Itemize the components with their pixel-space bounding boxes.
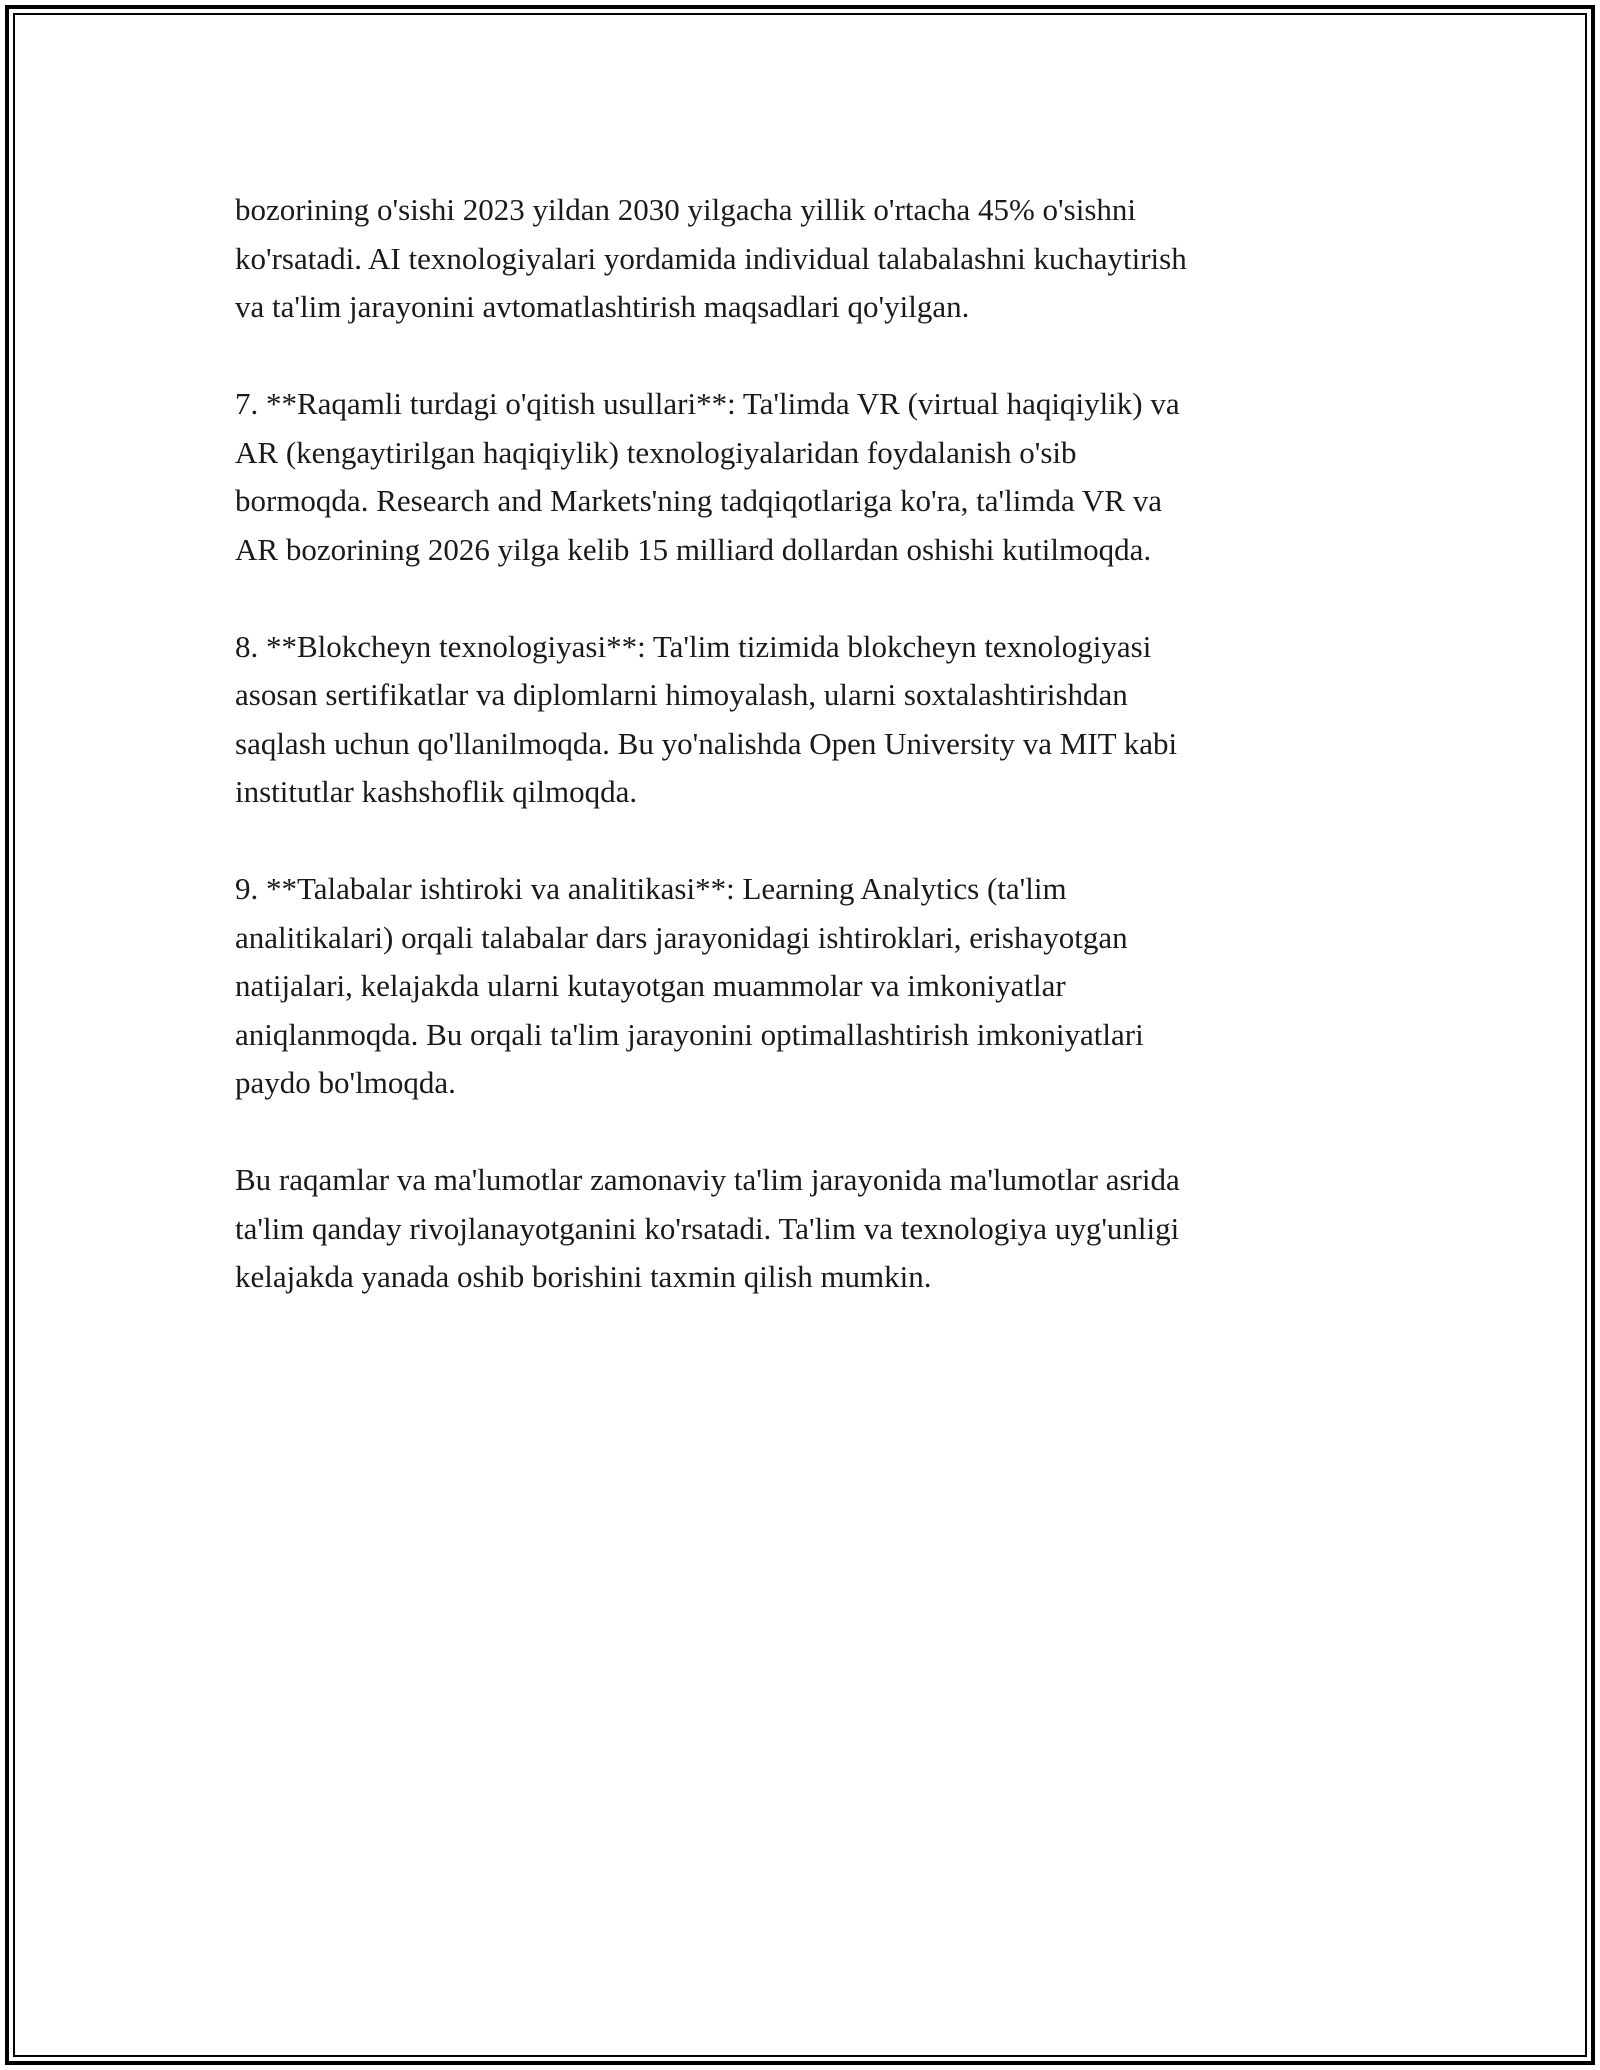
paragraph-intro-continuation [235, 186, 1385, 332]
text-line: Bu raqamlar va ma'lumotlar zamonaviy ta'lim jarayonida ma'lumotlar asrida [235, 1162, 1180, 1197]
text-line: natijalari, kelajakda ularni kutayotgan muammolar va imkoniyatlar [235, 968, 1066, 1003]
text-line: aniqlanmoqda. Bu orqali ta'lim jarayonini optimallashtirish imkoniyatlari [235, 1016, 1144, 1052]
text-line: 8. **Blokcheyn texnologiyasi**: Ta'lim tizimida blokcheyn texnologiyasi [235, 628, 1152, 664]
text-line: va ta'lim jarayonini avtomatlashtirish maqsadlari qo'yilgan. [235, 289, 970, 324]
text-line: analitikalari) orqali talabalar dars jarayonidagi ishtiroklari, erishayotgan [235, 919, 1128, 955]
text-line: ta'lim qanday rivojlanayotganini ko'rsatadi. Ta'lim va texnologiya uyg'unligi [235, 1210, 1180, 1246]
text-line: 7. **Raqamli turdagi o'qitish usullari**: Ta'limda VR (virtual haqiqiylik) va [235, 386, 1180, 421]
text-line: ko'rsatadi. AI texnologiyalari yordamida individual talabalashni kuchaytirish [235, 240, 1187, 276]
paragraph-item-7 [235, 380, 1385, 574]
text-line: AR (kengaytirilgan haqiqiylik) texnologiyalaridan foydalanish o'sib [235, 434, 1077, 470]
text-line: kelajakda yanada oshib borishini taxmin qilish mumkin. [235, 1259, 932, 1294]
text-line: 9. **Talabalar ishtiroki va analitikasi**: Learning Analytics (ta'lim [235, 871, 1067, 906]
document-body [235, 186, 1385, 1350]
text-line: AR bozorining 2026 yilga kelib 15 milliard dollardan oshishi kutilmoqda. [235, 531, 1152, 567]
text-line: saqlash uchun qo'llanilmoqda. Bu yo'nalishda Open University va MIT kabi [235, 725, 1178, 761]
paragraph-conclusion [235, 1156, 1385, 1302]
text-line: bozorining o'sishi 2023 yildan 2030 yilgacha yillik o'rtacha 45% o'sishni [235, 192, 1136, 227]
paragraph-item-8 [235, 623, 1385, 817]
text-line: paydo bo'lmoqda. [235, 1065, 456, 1100]
text-line: institutlar kashshoflik qilmoqda. [235, 774, 638, 809]
text-line: asosan sertifikatlar va diplomlarni himoyalash, ularni soxtalashtirishdan [235, 677, 1128, 712]
text-line: bormoqda. Research and Markets'ning tadqiqotlariga ko'ra, ta'limda VR va [235, 483, 1162, 518]
paragraph-item-9 [235, 865, 1385, 1108]
